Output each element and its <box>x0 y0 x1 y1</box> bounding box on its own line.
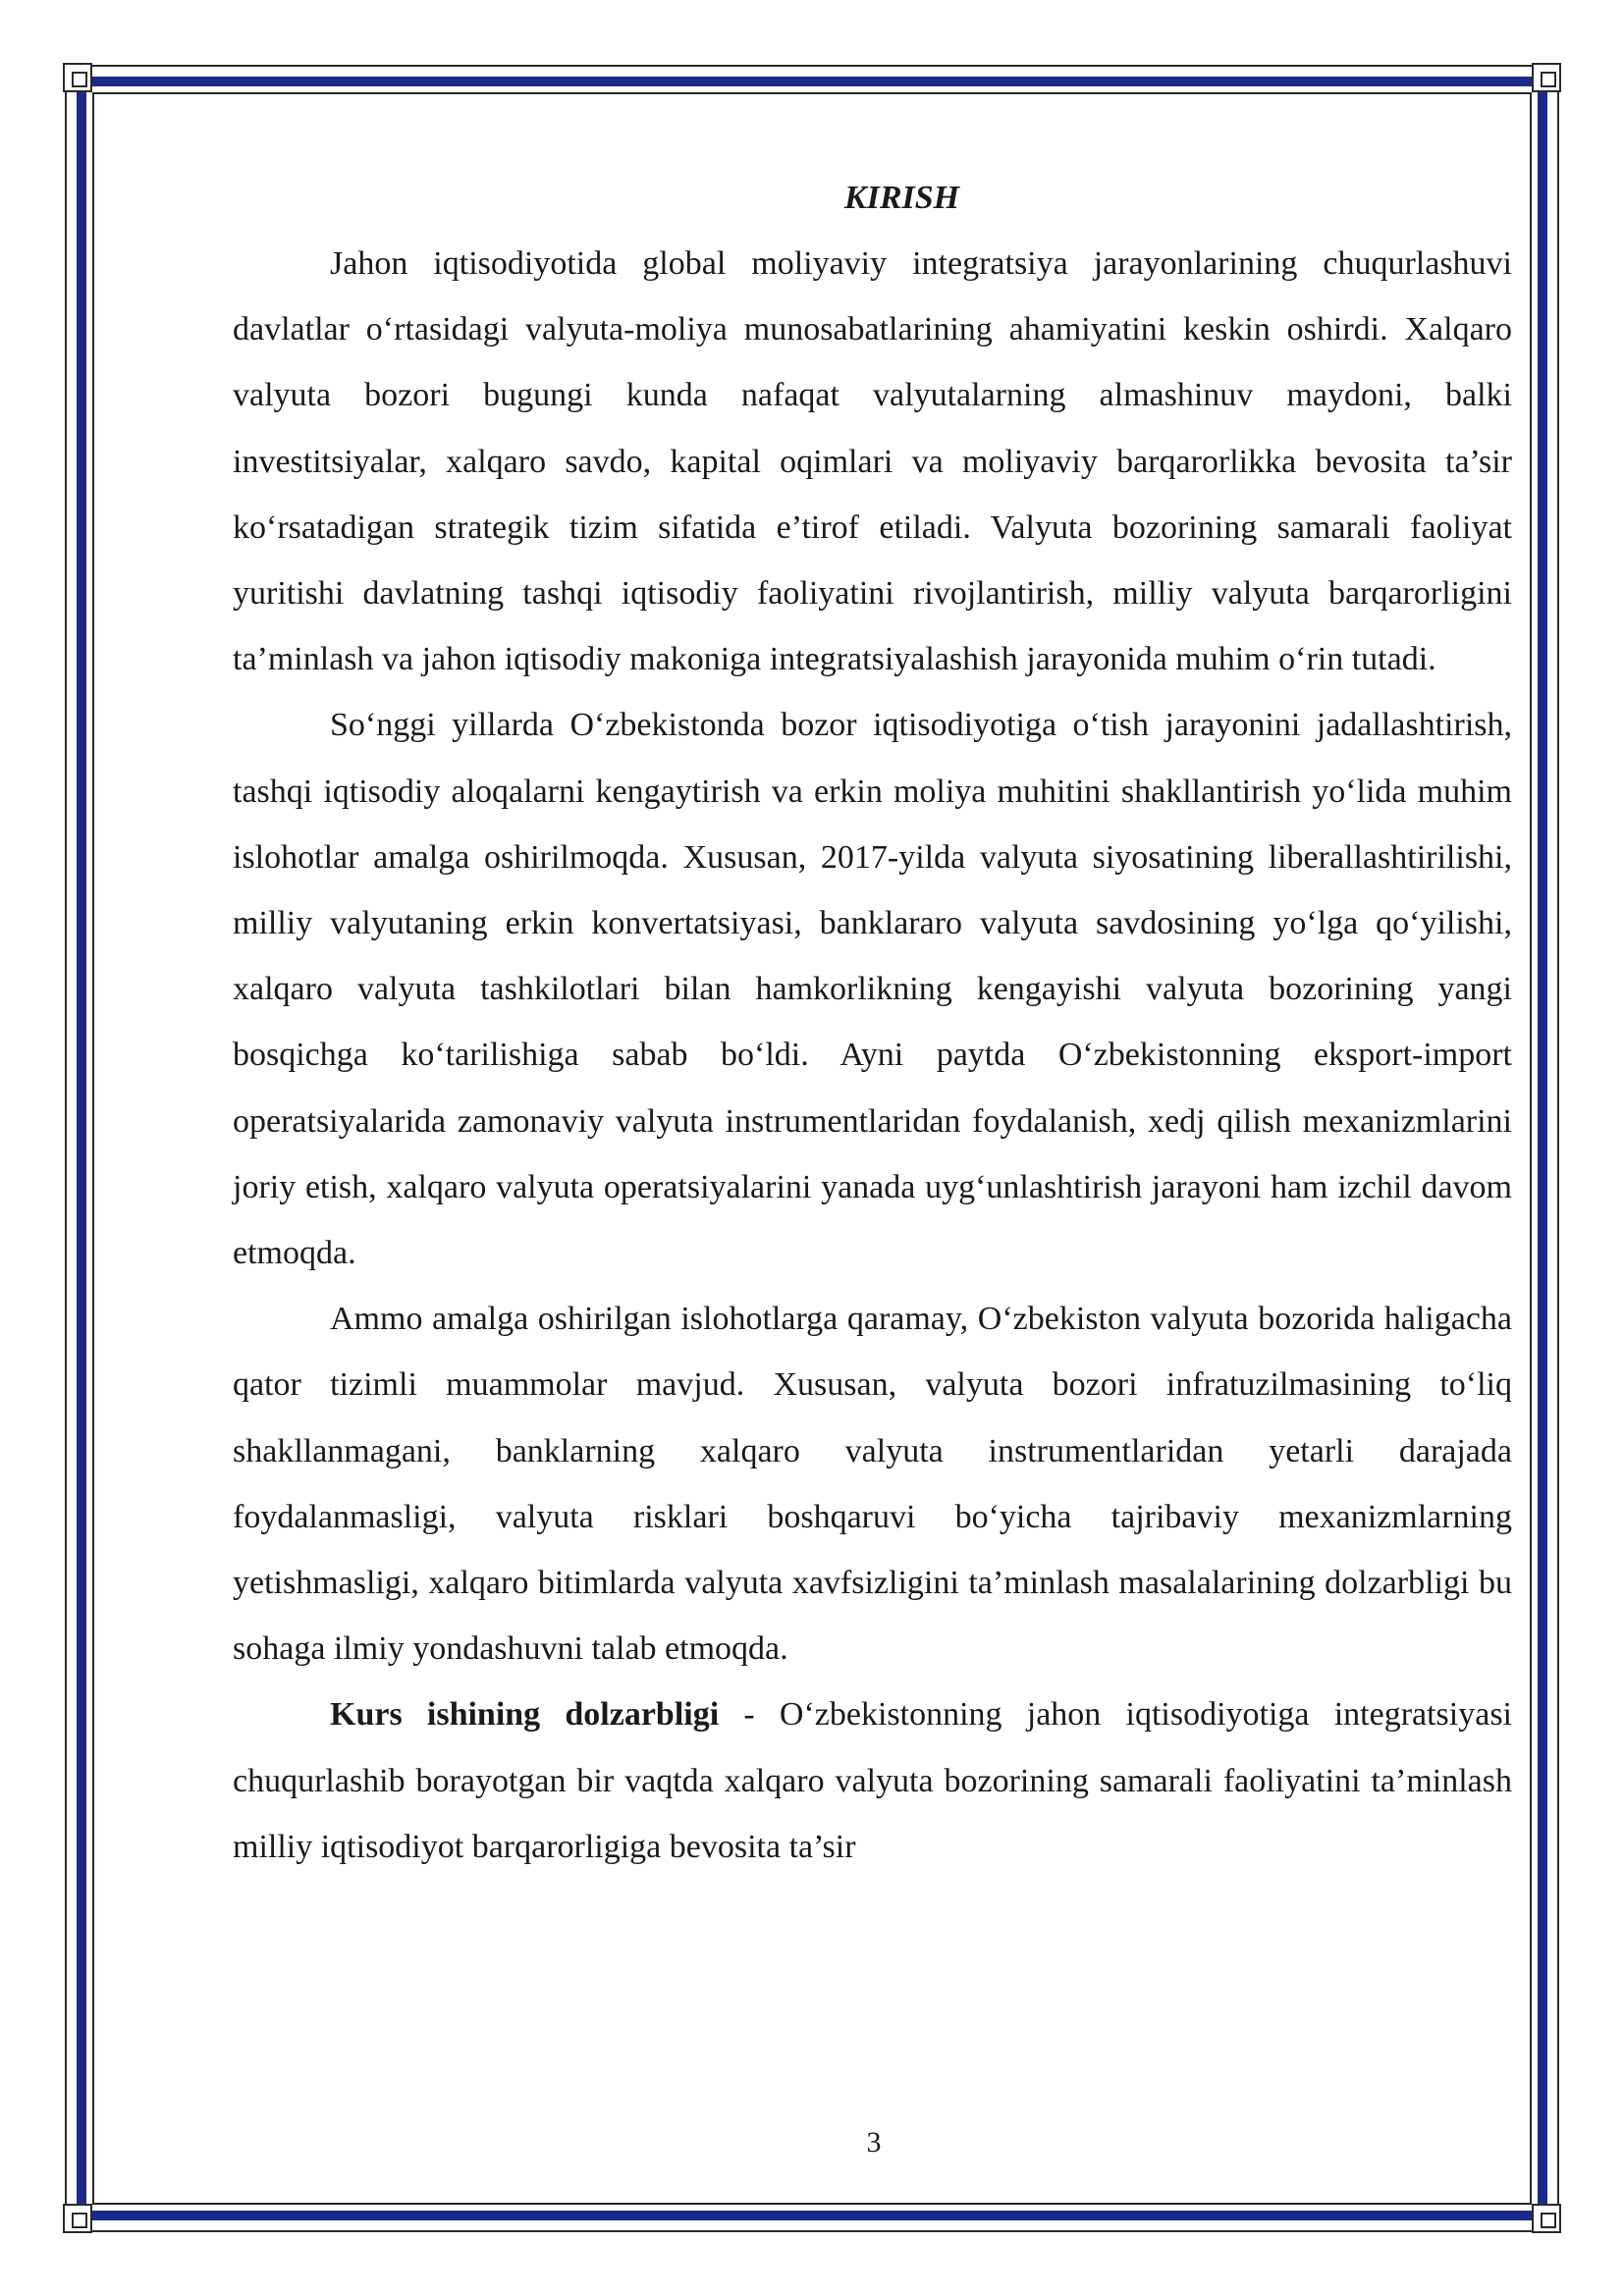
paragraph-1 <box>233 231 1512 692</box>
paragraph-text: Jahon iqtisodiyotida global moliyaviy integratsiya jarayonlarining chuqurlashuvi davlatlar o‘rtasidagi valyuta-moliya munosabatlarining ahamiyatini keskin oshirdi. Xalqaro valyuta bozori bugungi kunda nafaqat valyutalarning almashinuv maydoni, balki investitsiyalar, xalqaro savdo, kapital oqimlari va moliyaviy barqarorlikka bevosita ta’sir ko‘rsatadigan strategik tizim sifatida e’tirof etiladi. Valyuta bozorining samarali faoliyat yuritishi davlatning tashqi iqtisodiy faoliyatini rivojlantirish, milliy valyuta barqarorligini ta’minlash va jahon iqtisodiy makoniga integratsiyalashish jarayonida muhim o‘rin tutadi. <box>233 245 1512 678</box>
frame-corner-ornament-icon <box>63 2204 92 2233</box>
paragraph-text: - O‘zbekistonning jahon iqtisodiyotiga integratsiyasi chuqurlashib borayotgan bir vaqtda xalqaro valyuta bozorining samarali faoliyatini ta’minlash milliy iqtisodiyot barqarorligiga bevosita ta’sir <box>233 1696 1513 1865</box>
paragraph-4 <box>233 1682 1512 1880</box>
page-number: 3 <box>866 2126 882 2159</box>
page-content <box>233 165 1512 1880</box>
paragraph-3 <box>233 1286 1512 1682</box>
relevance-lead-label: Kurs ishining dolzarbligi <box>330 1696 720 1734</box>
paragraph-text: So‘nggi yillarda O‘zbekistonda bozor iqtisodiyotiga o‘tish jarayonini jadallashtirish, tashqi iqtisodiy aloqalarni kengaytirish va erkin moliya muhitini shakllantirish yo‘lida muhim islohotlar amalga oshirilmoqda. Xususan, 2017-yilda valyuta siyosatining liberallashtirilishi, milliy valyutaning erkin konvertatsiyasi, banklararo valyuta savdosining yo‘lga qo‘yilishi, xalqaro valyuta tashkilotlari bilan hamkorlikning kengayishi valyuta bozorining yangi bosqichga ko‘tarilishiga sabab bo‘ldi. Ayni paytda O‘zbekistonning eksport-import operatsiyalarida zamonaviy valyuta instrumentlaridan foydalanish, xedj qilish mexanizmlarini joriy etish, xalqaro valyuta operatsiyalarini yanada uyg‘unlashtirish jarayoni ham izchil davom etmoqda. <box>233 707 1512 1272</box>
frame-corner-ornament-icon <box>63 63 92 92</box>
paragraph-text: Ammo amalga oshirilgan islohotlarga qaramay, O‘zbekiston valyuta bozorida haligacha qator tizimli muammolar mavjud. Xususan, valyuta bozori infratuzilmasining to‘liq shakllanmagani, banklarning xalqaro valyuta instrumentlaridan yetarli darajada foydalanmasligi, valyuta risklari boshqaruvi bo‘yicha tajribaviy mexanizmlarning yetishmasligi, xalqaro bitimlarda valyuta xavfsizligini ta’minlash masalalarining dolzarbligi bu sohaga ilmiy yondashuvni talab etmoqda. <box>233 1301 1512 1668</box>
paragraph-2 <box>233 692 1512 1286</box>
frame-corner-ornament-icon <box>1532 2204 1561 2233</box>
frame-corner-ornament-icon <box>1532 63 1561 92</box>
section-heading: KIRISH <box>843 180 960 216</box>
